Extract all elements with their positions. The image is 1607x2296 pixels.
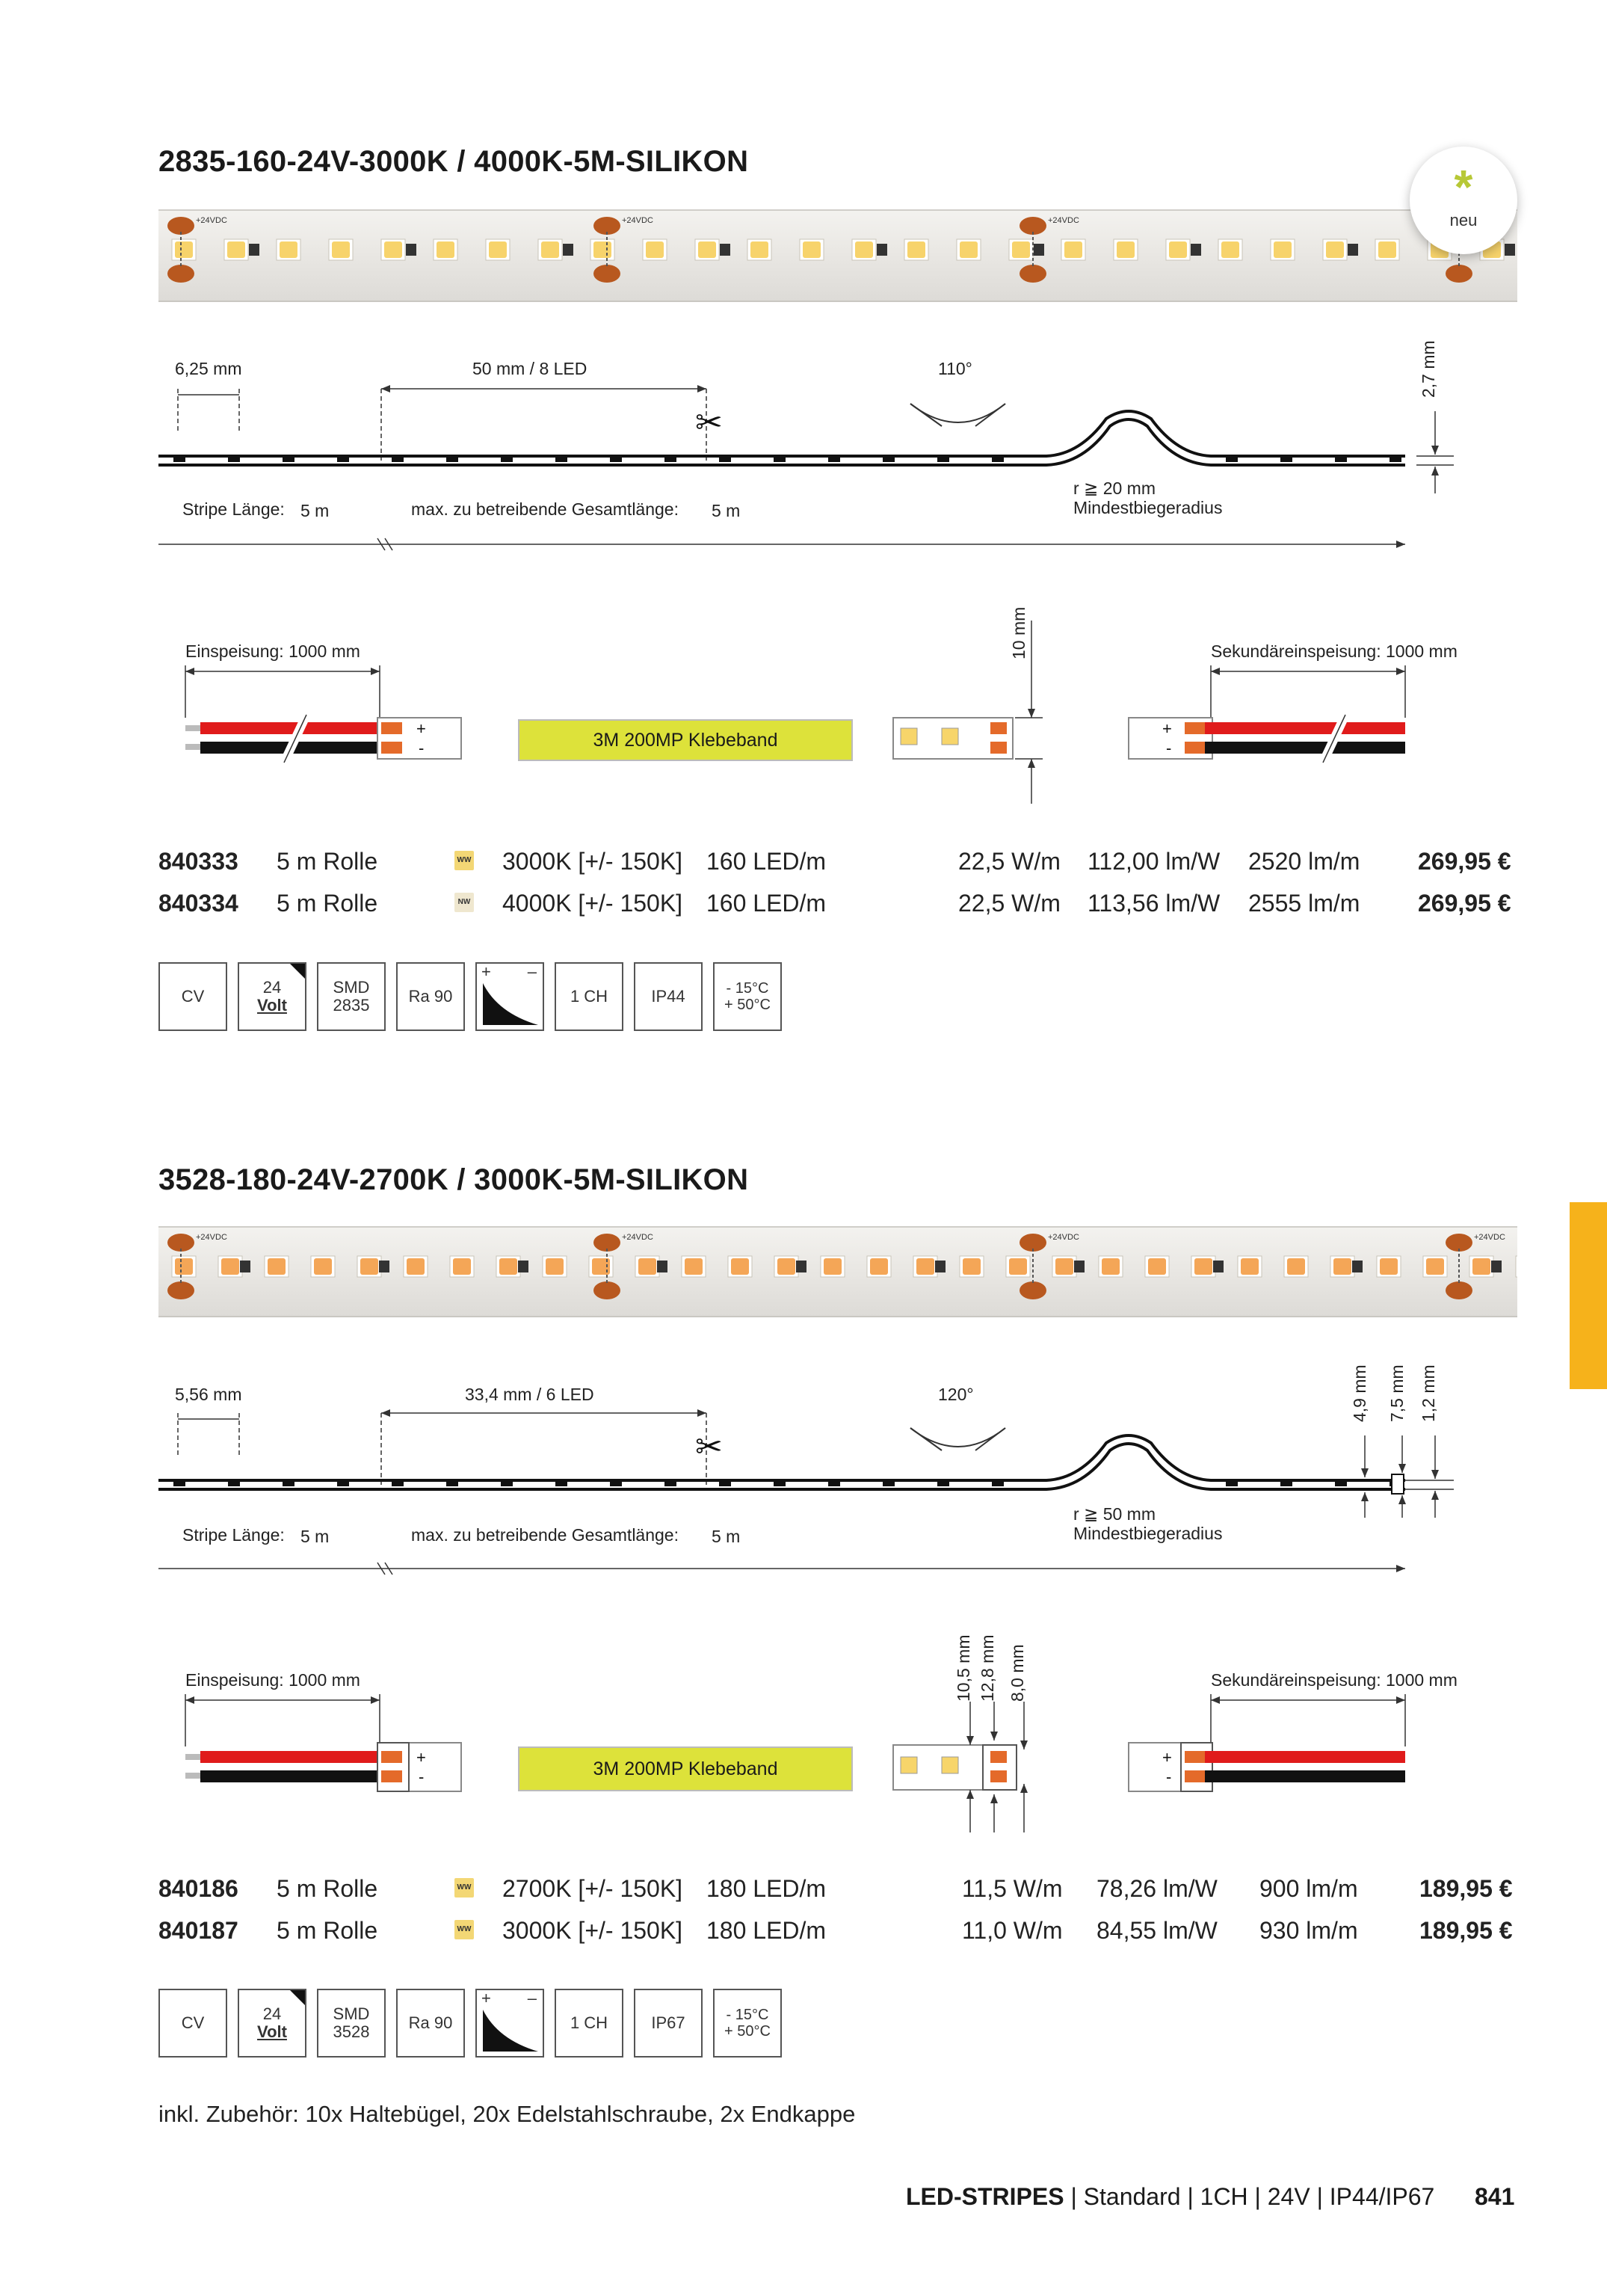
product-cct: 2700K [+/- 150K] bbox=[502, 1875, 683, 1902]
led-chip bbox=[1114, 239, 1138, 260]
led-chip bbox=[434, 239, 457, 260]
led-chip bbox=[1145, 1256, 1169, 1277]
led-chip bbox=[1423, 1256, 1447, 1277]
voltage-print: +24VDC bbox=[196, 216, 227, 225]
pitch-label-1: 6,25 mm bbox=[175, 359, 242, 378]
cut-segment-label-1: 50 mm / 8 LED bbox=[472, 359, 587, 378]
resistor bbox=[240, 1261, 250, 1272]
led-chip bbox=[496, 1256, 520, 1277]
led-chip bbox=[821, 1256, 845, 1277]
led-mark bbox=[501, 456, 513, 462]
led-chip bbox=[957, 239, 981, 260]
product-cct: 3000K [+/- 150K] bbox=[502, 848, 683, 875]
height-label-2b: 7,5 mm bbox=[1387, 1364, 1407, 1422]
led-chip bbox=[486, 239, 510, 260]
led-mark bbox=[1389, 456, 1401, 462]
adhesive-tape-label-2: 3M 200MP Klebeband bbox=[518, 1746, 853, 1791]
led-mark bbox=[992, 456, 1004, 462]
asterisk-icon: * bbox=[1454, 160, 1473, 214]
product-efficacy: 78,26 lm/W bbox=[1096, 1875, 1218, 1902]
led-mark bbox=[392, 1480, 404, 1486]
footer-category: LED-STRIPES bbox=[906, 2183, 1064, 2210]
led-chip bbox=[695, 239, 719, 260]
color-chip-ww: WW bbox=[454, 1878, 474, 1898]
height-label-1: 2,7 mm bbox=[1419, 340, 1438, 398]
product-price: 189,95 € bbox=[1419, 1917, 1513, 1944]
led-mark bbox=[719, 1480, 731, 1486]
product-leds: 180 LED/m bbox=[706, 1917, 827, 1944]
ip-rating-icon: IP67 bbox=[634, 1989, 703, 2058]
new-badge bbox=[1410, 147, 1517, 254]
led-mark bbox=[610, 1480, 622, 1486]
adhesive-tape-label-1: 3M 200MP Klebeband bbox=[518, 719, 853, 761]
footer bbox=[906, 2183, 1434, 2211]
resistor bbox=[1191, 244, 1201, 256]
led-mark bbox=[555, 1480, 567, 1486]
temperature-icon: - 15°C + 50°C bbox=[713, 1989, 782, 2058]
cv-icon: CV bbox=[158, 1989, 227, 2058]
led-chip bbox=[590, 239, 614, 260]
led-strip-photo-1 bbox=[158, 209, 1517, 302]
color-chip-ww: WW bbox=[454, 1920, 474, 1939]
section-1-title: 2835-160-24V-3000K / 4000K-5M-SILIKON bbox=[158, 145, 749, 178]
led-chip bbox=[218, 1256, 242, 1277]
led-chip bbox=[1191, 1256, 1215, 1277]
led-chip bbox=[1238, 1256, 1262, 1277]
led-chip bbox=[1009, 239, 1033, 260]
accessories-note: inkl. Zubehör: 10x Haltebügel, 20x Edelstahlschraube, 2x Endkappe bbox=[158, 2101, 856, 2127]
led-mark bbox=[555, 456, 567, 462]
led-chip bbox=[1377, 1256, 1401, 1277]
led-mark bbox=[828, 456, 840, 462]
product-leds: 180 LED/m bbox=[706, 1875, 827, 1902]
led-chip bbox=[329, 239, 353, 260]
led-mark bbox=[610, 456, 622, 462]
led-chip bbox=[172, 1256, 196, 1277]
width-label-2b: 12,8 mm bbox=[978, 1634, 997, 1702]
led-mark bbox=[228, 1480, 240, 1486]
svg-text:-: - bbox=[419, 1767, 425, 1786]
product-pack: 5 m Rolle bbox=[277, 1917, 378, 1944]
led-chip bbox=[450, 1256, 474, 1277]
resistor bbox=[1074, 1261, 1085, 1272]
led-chip bbox=[747, 239, 771, 260]
led-chip bbox=[1284, 1256, 1308, 1277]
led-mark bbox=[719, 456, 731, 462]
cv-icon: CV bbox=[158, 962, 227, 1031]
dimmable-icon: + – bbox=[475, 1989, 544, 2058]
resistor bbox=[720, 244, 730, 256]
width-label-2c: 8,0 mm bbox=[1008, 1644, 1027, 1702]
led-chip bbox=[852, 239, 876, 260]
svg-text:+: + bbox=[416, 1748, 426, 1767]
led-mark bbox=[664, 456, 676, 462]
led-chip bbox=[682, 1256, 706, 1277]
stripe-length-value-1: 5 m bbox=[300, 501, 330, 520]
channel-icon: 1 CH bbox=[555, 962, 623, 1031]
led-chip bbox=[589, 1256, 613, 1277]
led-mark bbox=[283, 1480, 294, 1486]
svg-text:-: - bbox=[1166, 1767, 1172, 1786]
color-chip-ww: WW bbox=[454, 851, 474, 870]
max-total-label-1: max. zu betreibende Gesamtlänge: bbox=[411, 499, 679, 519]
resistor bbox=[657, 1261, 667, 1272]
resistor bbox=[1505, 244, 1515, 256]
smd-icon: SMD 2835 bbox=[317, 962, 386, 1031]
led-chip bbox=[543, 1256, 567, 1277]
led-strip-photo-2 bbox=[158, 1226, 1517, 1317]
led-mark bbox=[446, 456, 458, 462]
led-chip bbox=[224, 239, 248, 260]
led-chip bbox=[1006, 1256, 1030, 1277]
led-chip bbox=[265, 1256, 289, 1277]
product-id: 840187 bbox=[158, 1917, 238, 1944]
solder-pad bbox=[593, 1281, 620, 1299]
resistor bbox=[1491, 1261, 1502, 1272]
led-chip bbox=[1052, 1256, 1076, 1277]
product-flux: 2555 lm/m bbox=[1248, 890, 1360, 917]
led-chip bbox=[728, 1256, 752, 1277]
led-chip bbox=[172, 239, 196, 260]
svg-text:+: + bbox=[416, 719, 426, 738]
product-power: 11,0 W/m bbox=[962, 1917, 1063, 1944]
max-total-label-2: max. zu betreibende Gesamtlänge: bbox=[411, 1525, 679, 1545]
led-chip bbox=[1469, 1256, 1493, 1277]
product-cct: 3000K [+/- 150K] bbox=[502, 1917, 683, 1944]
led-mark bbox=[664, 1480, 676, 1486]
led-mark bbox=[883, 456, 895, 462]
product-leds: 160 LED/m bbox=[706, 848, 827, 875]
product-power: 11,5 W/m bbox=[962, 1875, 1063, 1902]
temperature-icon: - 15°C + 50°C bbox=[713, 962, 782, 1031]
feed-label-2: Einspeisung: 1000 mm bbox=[185, 1670, 360, 1690]
resistor bbox=[1034, 244, 1044, 256]
solder-pad bbox=[593, 265, 620, 283]
product-cct: 4000K [+/- 150K] bbox=[502, 890, 683, 917]
radius-label-2: r ≧ 50 mm bbox=[1073, 1504, 1156, 1524]
dimmable-icon: + – bbox=[475, 962, 544, 1031]
led-chip bbox=[538, 239, 562, 260]
radius-label-1: r ≧ 20 mm bbox=[1073, 478, 1156, 498]
resistor bbox=[1352, 1261, 1363, 1272]
product-flux: 2520 lm/m bbox=[1248, 848, 1360, 875]
led-mark bbox=[337, 456, 349, 462]
ip-rating-icon: IP44 bbox=[634, 962, 703, 1031]
scissors-icon: ✂ bbox=[695, 1428, 723, 1466]
led-mark bbox=[1226, 1480, 1238, 1486]
resistor bbox=[563, 244, 573, 256]
led-chip bbox=[960, 1256, 984, 1277]
led-mark bbox=[1280, 456, 1292, 462]
solder-pad bbox=[1020, 265, 1046, 283]
led-chip bbox=[643, 239, 667, 260]
product-id: 840186 bbox=[158, 1875, 238, 1902]
led-mark bbox=[392, 456, 404, 462]
svg-text:-: - bbox=[419, 739, 425, 757]
cut-segment-label-2: 33,4 mm / 6 LED bbox=[465, 1385, 594, 1404]
color-chip-nw: NW bbox=[454, 893, 474, 912]
resistor bbox=[379, 1261, 389, 1272]
ra-icon: Ra 90 bbox=[396, 1989, 465, 2058]
led-chip bbox=[774, 1256, 798, 1277]
product-leds: 160 LED/m bbox=[706, 890, 827, 917]
smd-icon: SMD 3528 bbox=[317, 1989, 386, 2058]
led-chip bbox=[1271, 239, 1295, 260]
led-mark bbox=[501, 1480, 513, 1486]
voltage-icon: 24 Volt bbox=[238, 1989, 306, 2058]
product-efficacy: 84,55 lm/W bbox=[1096, 1917, 1218, 1944]
stripe-length-label-1: Stripe Länge: bbox=[182, 499, 285, 519]
led-mark bbox=[228, 456, 240, 462]
voltage-print: +24VDC bbox=[1474, 1233, 1505, 1242]
product-power: 22,5 W/m bbox=[958, 890, 1061, 917]
feed-label-1: Einspeisung: 1000 mm bbox=[185, 641, 360, 661]
svg-text:+: + bbox=[1162, 719, 1172, 738]
led-mark bbox=[446, 1480, 458, 1486]
connection-diagram-2 bbox=[0, 1627, 1607, 1836]
led-mark bbox=[828, 1480, 840, 1486]
product-pack: 5 m Rolle bbox=[277, 848, 378, 875]
solder-pad bbox=[1020, 1281, 1046, 1299]
footer-details: | Standard | 1CH | 24V | IP44/IP67 bbox=[1064, 2183, 1435, 2210]
led-chip bbox=[1099, 1256, 1123, 1277]
voltage-print: +24VDC bbox=[196, 1233, 227, 1242]
product-id: 840333 bbox=[158, 848, 238, 875]
led-chip bbox=[1323, 239, 1347, 260]
led-chip bbox=[1061, 239, 1085, 260]
secondary-feed-label-2: Sekundäreinspeisung: 1000 mm bbox=[1211, 1670, 1458, 1690]
resistor bbox=[518, 1261, 528, 1272]
led-chip bbox=[277, 239, 300, 260]
led-mark bbox=[937, 1480, 949, 1486]
led-chip bbox=[913, 1256, 937, 1277]
led-chip bbox=[635, 1256, 659, 1277]
stripe-length-label-2: Stripe Länge: bbox=[182, 1525, 285, 1545]
resistor bbox=[935, 1261, 946, 1272]
voltage-print: +24VDC bbox=[622, 1233, 653, 1242]
product-price: 269,95 € bbox=[1418, 890, 1511, 917]
led-chip bbox=[357, 1256, 381, 1277]
voltage-print: +24VDC bbox=[622, 216, 653, 225]
ra-icon: Ra 90 bbox=[396, 962, 465, 1031]
resistor bbox=[249, 244, 259, 256]
led-mark bbox=[883, 1480, 895, 1486]
width-label-1: 10 mm bbox=[1009, 606, 1028, 659]
voltage-print: +24VDC bbox=[1048, 216, 1079, 225]
page-number: 841 bbox=[1475, 2183, 1515, 2210]
resistor bbox=[1213, 1261, 1224, 1272]
product-id: 840334 bbox=[158, 890, 238, 917]
led-chip bbox=[311, 1256, 335, 1277]
angle-label-2: 120° bbox=[938, 1385, 974, 1404]
led-mark bbox=[937, 456, 949, 462]
product-pack: 5 m Rolle bbox=[277, 1875, 378, 1902]
solder-pad bbox=[167, 265, 194, 283]
led-chip bbox=[867, 1256, 891, 1277]
product-price: 189,95 € bbox=[1419, 1875, 1513, 1902]
product-efficacy: 112,00 lm/W bbox=[1088, 848, 1221, 875]
led-chip bbox=[1166, 239, 1190, 260]
led-chip bbox=[381, 239, 405, 260]
pitch-label-2: 5,56 mm bbox=[175, 1385, 242, 1404]
led-chip bbox=[1375, 239, 1399, 260]
channel-icon: 1 CH bbox=[555, 1989, 623, 2058]
led-mark bbox=[173, 456, 185, 462]
solder-pad bbox=[1446, 1281, 1472, 1299]
height-label-2a: 4,9 mm bbox=[1350, 1364, 1369, 1422]
led-mark bbox=[1280, 1480, 1292, 1486]
secondary-feed-label-1: Sekundäreinspeisung: 1000 mm bbox=[1211, 641, 1458, 661]
led-chip bbox=[800, 239, 824, 260]
product-power: 22,5 W/m bbox=[958, 848, 1061, 875]
width-label-2a: 10,5 mm bbox=[954, 1634, 973, 1702]
section-2-title: 3528-180-24V-2700K / 3000K-5M-SILIKON bbox=[158, 1163, 749, 1196]
product-pack: 5 m Rolle bbox=[277, 890, 378, 917]
voltage-icon: 24 Volt bbox=[238, 962, 306, 1031]
height-label-2c: 1,2 mm bbox=[1419, 1364, 1438, 1422]
min-bend-radius-label-1: Mindestbiegeradius bbox=[1073, 498, 1223, 517]
led-mark bbox=[337, 1480, 349, 1486]
resistor bbox=[796, 1261, 806, 1272]
led-mark bbox=[992, 1480, 1004, 1486]
led-mark bbox=[1335, 456, 1347, 462]
led-chip bbox=[1218, 239, 1242, 260]
product-price: 269,95 € bbox=[1418, 848, 1511, 875]
max-total-value-2: 5 m bbox=[712, 1527, 741, 1546]
led-chip bbox=[1516, 1256, 1517, 1277]
angle-label-1: 110° bbox=[938, 359, 972, 378]
solder-pad bbox=[167, 1281, 194, 1299]
led-mark bbox=[1226, 456, 1238, 462]
resistor bbox=[877, 244, 887, 256]
voltage-print: +24VDC bbox=[1048, 1233, 1079, 1242]
svg-text:+: + bbox=[1162, 1748, 1172, 1767]
led-chip bbox=[404, 1256, 428, 1277]
led-chip bbox=[904, 239, 928, 260]
stripe-length-value-2: 5 m bbox=[300, 1527, 330, 1546]
product-efficacy: 113,56 lm/W bbox=[1088, 890, 1221, 917]
scissors-icon: ✂ bbox=[695, 404, 723, 442]
led-mark bbox=[283, 456, 294, 462]
new-label: neu bbox=[1449, 211, 1478, 230]
solder-pad bbox=[1446, 265, 1472, 283]
led-mark bbox=[173, 1480, 185, 1486]
min-bend-radius-label-2: Mindestbiegeradius bbox=[1073, 1524, 1223, 1543]
product-flux: 930 lm/m bbox=[1259, 1917, 1358, 1944]
led-mark bbox=[774, 456, 786, 462]
product-flux: 900 lm/m bbox=[1259, 1875, 1358, 1902]
connection-diagram-1 bbox=[0, 598, 1607, 807]
led-mark bbox=[774, 1480, 786, 1486]
resistor bbox=[406, 244, 416, 256]
svg-text:-: - bbox=[1166, 739, 1172, 757]
led-mark bbox=[1335, 1480, 1347, 1486]
led-chip bbox=[1330, 1256, 1354, 1277]
max-total-value-1: 5 m bbox=[712, 501, 741, 520]
resistor bbox=[1348, 244, 1358, 256]
